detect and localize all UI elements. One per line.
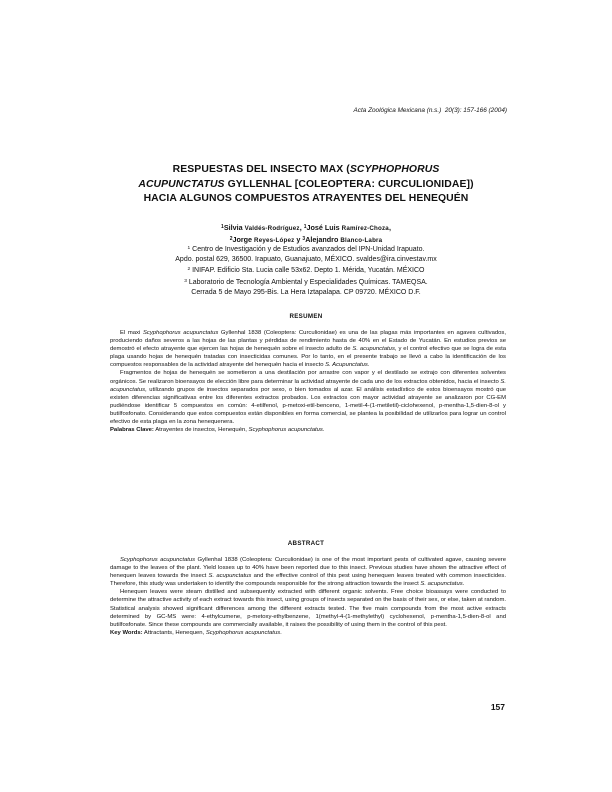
resumen-paragraph-2: Fragmentos de hojas de henequén se sometieron a una destilación por arrastre con vapor y el destilado se extrajo con diferentes solventes orgánicos. Se realizaron bioensayos de elección libre para determinar la actividad atrayente de cada uno de los extractos obtenidos, hacia el insecto S. acupunctatus, utilizando grupos de insectos separados por sexo, o bien tomados al azar. El análisis estadístico de estos bioensayos mostró que existen diferencias significativas entre los diferentes extractos probados. Los extractos con mayor actividad atrayente se analizaron por CG-EM pudiéndose identificar 5 compuestos en común: 4-etilfenol, p-metoxi-etil-benceno, 1-metil-4-(1-metiletil)-ciclohexenol, p-mentha-1,5-dien-8-ol y butilfosfonato. Considerando que estos compuestos están disponibles en forma comercial, se plantea la posibilidad de utilizarlos para lograr un control efectivo de esta plaga en la zona henequenera. [110, 370, 506, 426]
affiliation-3-address: Cerrada 5 de Mayo 295-Bis. La Hera Iztapalapa. CP 09720. MÉXICO D.F. [191, 288, 421, 296]
journal-reference [354, 107, 507, 114]
resumen-keywords: Palabras Clave: Atrayentes de insectos, Henequén, Scyphophorus acupunctatus. [110, 427, 325, 434]
affiliation-2: $^2$ INIFAP. Edificio Sta. Lucia calle 53x62. Depto 1. Mérida, Yucatán. MÉXICO [187, 267, 425, 275]
author-name: Alejandro Blanco-Labra [305, 235, 383, 244]
author-name: Jorge Reyes-López [232, 235, 295, 244]
author-line-1: $^1$Silvia Valdés-Rodríguez, $^1$José Luis Ramírez-Choza, [221, 223, 391, 232]
abstract-paragraph-1: Scyphophorus acupunctatus Gyllenhal 1838 (Coleoptera: Curculionidae) is one of the most important pests of cultivated agave, causing severe damage to the leaves of the plant. Yield losses up to 40% have been reported due to this insect. Previous studies have shown the attractive effect of henequen leaves towards the insect S. acupunctatus and the effective control of this pest using henequen leaves treated with common insecticides. Therefore, this study was undertaken to identify the compounds responsible for the strong attraction towards the insect S. acupunctatus. [110, 557, 506, 588]
title-line-3: HACIA ALGUNOS COMPUESTOS ATRAYENTES DEL HENEQUÉN [143, 193, 469, 204]
resumen-body [110, 329, 506, 434]
article-title [100, 163, 512, 207]
journal-issue: 20(3): 157-166 (2004) [444, 107, 507, 114]
author-name: Silvia Valdés-Rodríguez [223, 223, 300, 232]
abstract-heading: ABSTRACT [287, 540, 325, 547]
title-line-1: RESPUESTAS DEL INSECTO MAX (SCYPHOPHORUS [172, 164, 440, 175]
affiliations [110, 244, 502, 298]
journal-name: Acta Zoológica Mexicana (n.s.) [353, 107, 442, 114]
affiliation-1-address: Apdo. postal 629, 36500. Irapuato, Guanajuato, MÉXICO. svaldes@ira.cinvestav.mx [175, 256, 437, 264]
title-line-2: ACUPUNCTATUS GYLLENHAL [COLEOPTERA: CURCULIONIDAE]) [138, 178, 474, 190]
page-number: 157 [490, 702, 505, 712]
resumen-paragraph-1: El maxi Scyphophorus acupunctatus Gyllenhal 1838 (Coleoptera: Curculionidae) es una de las plagas más importantes en agaves cultivados, produciendo daños severos a las hojas de las plantas y pérdidas de rendimiento hasta de 40% en el Estado de Yucatán. En estudios previos se demostró el efecto atrayente que ejercen las hojas de henequén sobre el insecto adulto de S. acupunctatus, y el control efectivo que se logra de esta plaga usando hojas de henequén tratadas con insecticidas comunes. Por lo tanto, en el presente trabajo se llevó a cabo la identificación de los compuestos responsables de la actividad atrayente del henequén hacia el insecto S. Acupunctatus. [110, 330, 507, 369]
affiliation-3: $^3$ Laboratorio de Tecnología Ambiental y Especialidades Químicas. TAMEQSA. [184, 278, 428, 286]
abstract-paragraph-2: Henequen leaves were steam distilled and subsequently extracted with different organic solvents. Free choice bioassays were conducted to determine the attractive activity of each extract towards this insect, using groups of insects separated on the basis of their sex, or else, taken at random. Statistical analysis showed significant differences among the different extracts tested. The five main compounds from the most active extracts determined by GC-MS were: 4-ethylcumene, p-metoxy-ethylbenzene, 1(methyl-4-(1-methylethyl) cyclohexenol, p-mentha-1,5-dien-8-ol and butilfosfonate. Since these compounds are commercially available, it raises the possibility of using them in the control of this pest. [110, 589, 506, 628]
affiliation-1: $^1$ Centro de Investigación y de Estudios avanzados del IPN-Unidad Irapuato. [187, 246, 425, 253]
resumen-heading: RESUMEN [289, 313, 323, 320]
abstract-body [110, 556, 506, 637]
author-name: José Luis Ramírez-Choza [306, 223, 389, 232]
author-list [110, 222, 502, 246]
author-line-2: $^2$Jorge Reyes-López y $^3$Alejandro Blanco-Labra [229, 235, 383, 244]
abstract-keywords: Key Words: Attractants, Henequen, Scyphophorus acupunctatus. [110, 629, 282, 636]
